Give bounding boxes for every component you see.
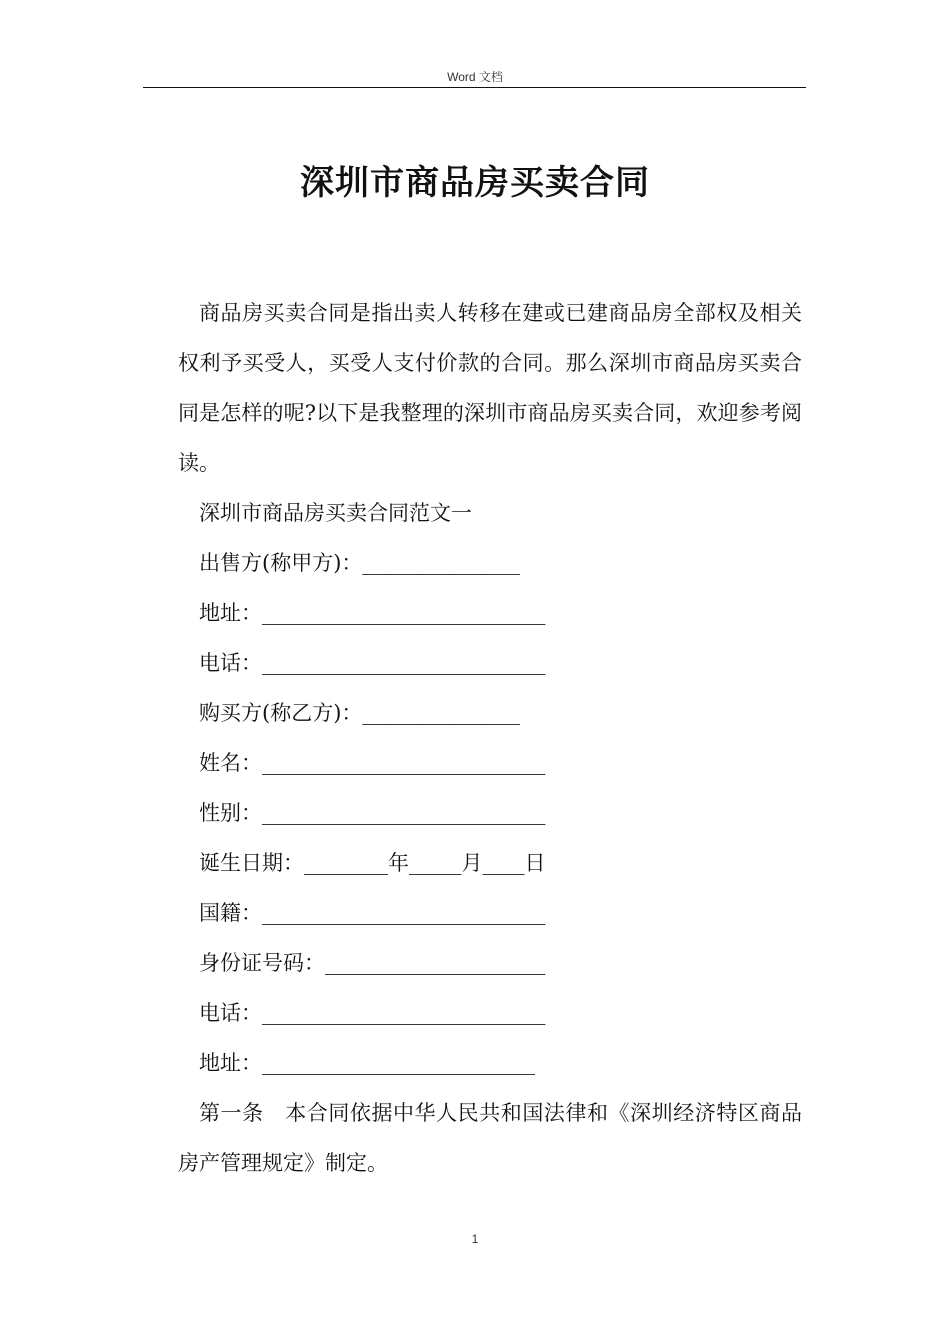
article-1: 第一条 本合同依据中华人民共和国法律和《深圳经济特区商品房产管理规定》制定。	[178, 1101, 802, 1175]
section-heading: 深圳市商品房买卖合同范文一	[199, 501, 472, 525]
page-number: 1	[471, 1232, 479, 1246]
header-text: Word 文档	[447, 70, 503, 84]
field-buyer-phone: 电话：___________________________	[199, 1001, 546, 1025]
field-buyer-address: 地址：__________________________	[199, 1051, 535, 1075]
document-body	[178, 288, 802, 1188]
field-seller-address: 地址：___________________________	[199, 601, 546, 625]
field-buyer-name: 姓名：___________________________	[199, 751, 546, 775]
document-title: 深圳市商品房买卖合同	[300, 163, 650, 203]
field-nationality: 国籍：___________________________	[199, 901, 546, 925]
field-buyer: 购买方(称乙方)：_______________	[199, 701, 520, 725]
header-divider	[143, 87, 806, 88]
field-seller: 出售方(称甲方)：_______________	[199, 551, 520, 575]
intro-paragraph: 商品房买卖合同是指出卖人转移在建或已建商品房全部权及相关权利予买受人，买受人支付价款的合同。那么深圳市商品房买卖合同是怎样的呢?以下是我整理的深圳市商品房买卖合同，欢迎参考阅读。	[178, 301, 802, 475]
field-birth-date: 诞生日期：________年_____月____日	[199, 851, 546, 875]
field-buyer-gender: 性别：___________________________	[199, 801, 546, 825]
field-seller-phone: 电话：___________________________	[199, 651, 546, 675]
field-id-number: 身份证号码：_____________________	[199, 951, 546, 975]
